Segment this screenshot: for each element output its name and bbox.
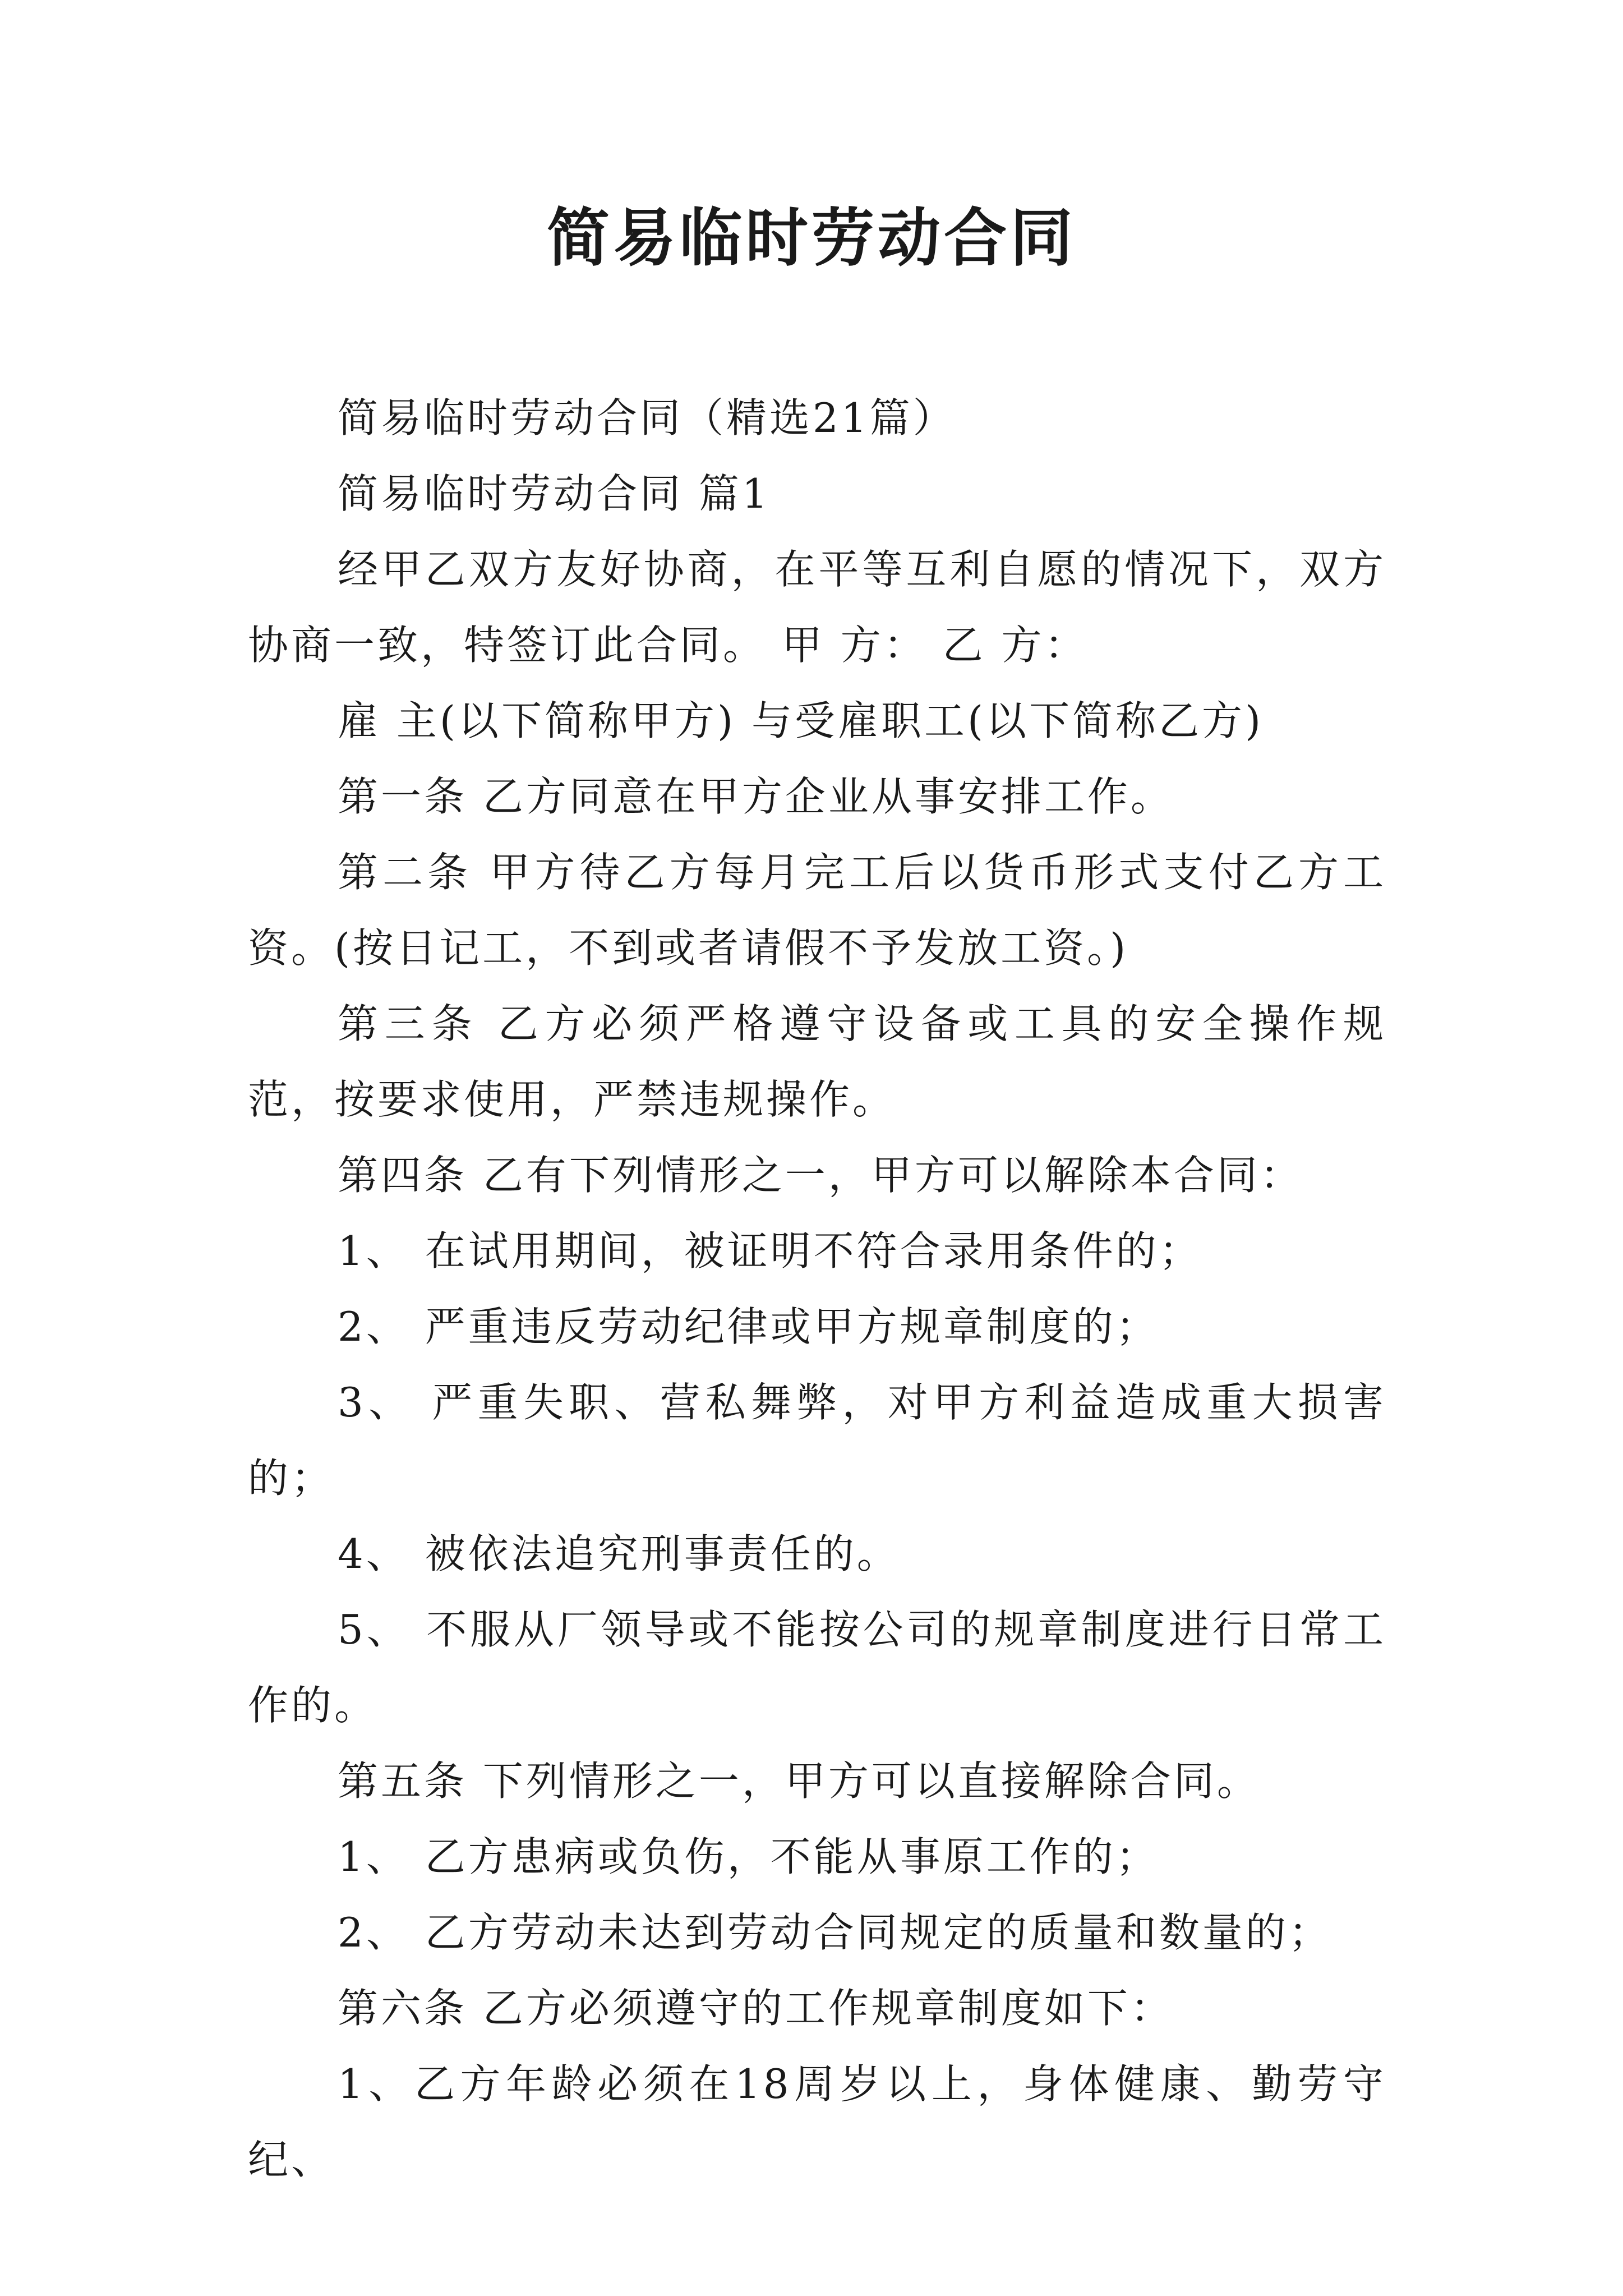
paragraph: 第二条 甲方待乙方每月完工后以货币形式支付乙方工资。(按日记工，不到或者请假不予发放工资。) [248,849,1386,972]
list-item: 1、 在试用期间，被证明不符合录用条件的； [338,1227,1202,1274]
list-item: 2、 严重违反劳动纪律或甲方规章制度的； [338,1303,1159,1350]
paragraph: 雇 主(以下简称甲方) 与受雇职工(以下简称乙方) [338,697,1264,744]
paragraph: 简易临时劳动合同 篇1 [338,470,771,517]
paragraph: 第五条 下列情形之一，甲方可以直接解除合同。 [338,1757,1260,1805]
document-body [248,380,1386,2198]
list-item: 3、 严重失职、营私舞弊，对甲方利益造成重大损害的； [248,1379,1386,1502]
paragraph: 第六条 乙方必须遵守的工作规章制度如下： [338,1985,1174,2032]
paragraph: 第三条 乙方必须严格遵守设备或工具的安全操作规范，按要求使用，严禁违规操作。 [248,1000,1386,1123]
document-title: 简易临时劳动合同 [547,201,1076,275]
list-item: 1、乙方年龄必须在18周岁以上，身体健康、勤劳守纪、 [248,2060,1386,2183]
list-item: 2、 乙方劳动未达到劳动合同规定的质量和数量的； [338,1909,1332,1956]
list-item: 4、 被依法追究刑事责任的。 [338,1530,900,1577]
list-item: 5、 不服从厂领导或不能按公司的规章制度进行日常工作的。 [248,1606,1386,1729]
paragraph: 经甲乙双方友好协商，在平等互利自愿的情况下，双方协商一致，特签订此合同。 甲 方： 乙 方： [248,546,1386,669]
paragraph: 简易临时劳动合同（精选21篇） [338,394,956,441]
paragraph: 第一条 乙方同意在甲方企业从事安排工作。 [338,773,1174,820]
list-item: 1、 乙方患病或负伤，不能从事原工作的； [338,1833,1159,1880]
paragraph: 第四条 乙有下列情形之一，甲方可以解除本合同： [338,1152,1303,1199]
